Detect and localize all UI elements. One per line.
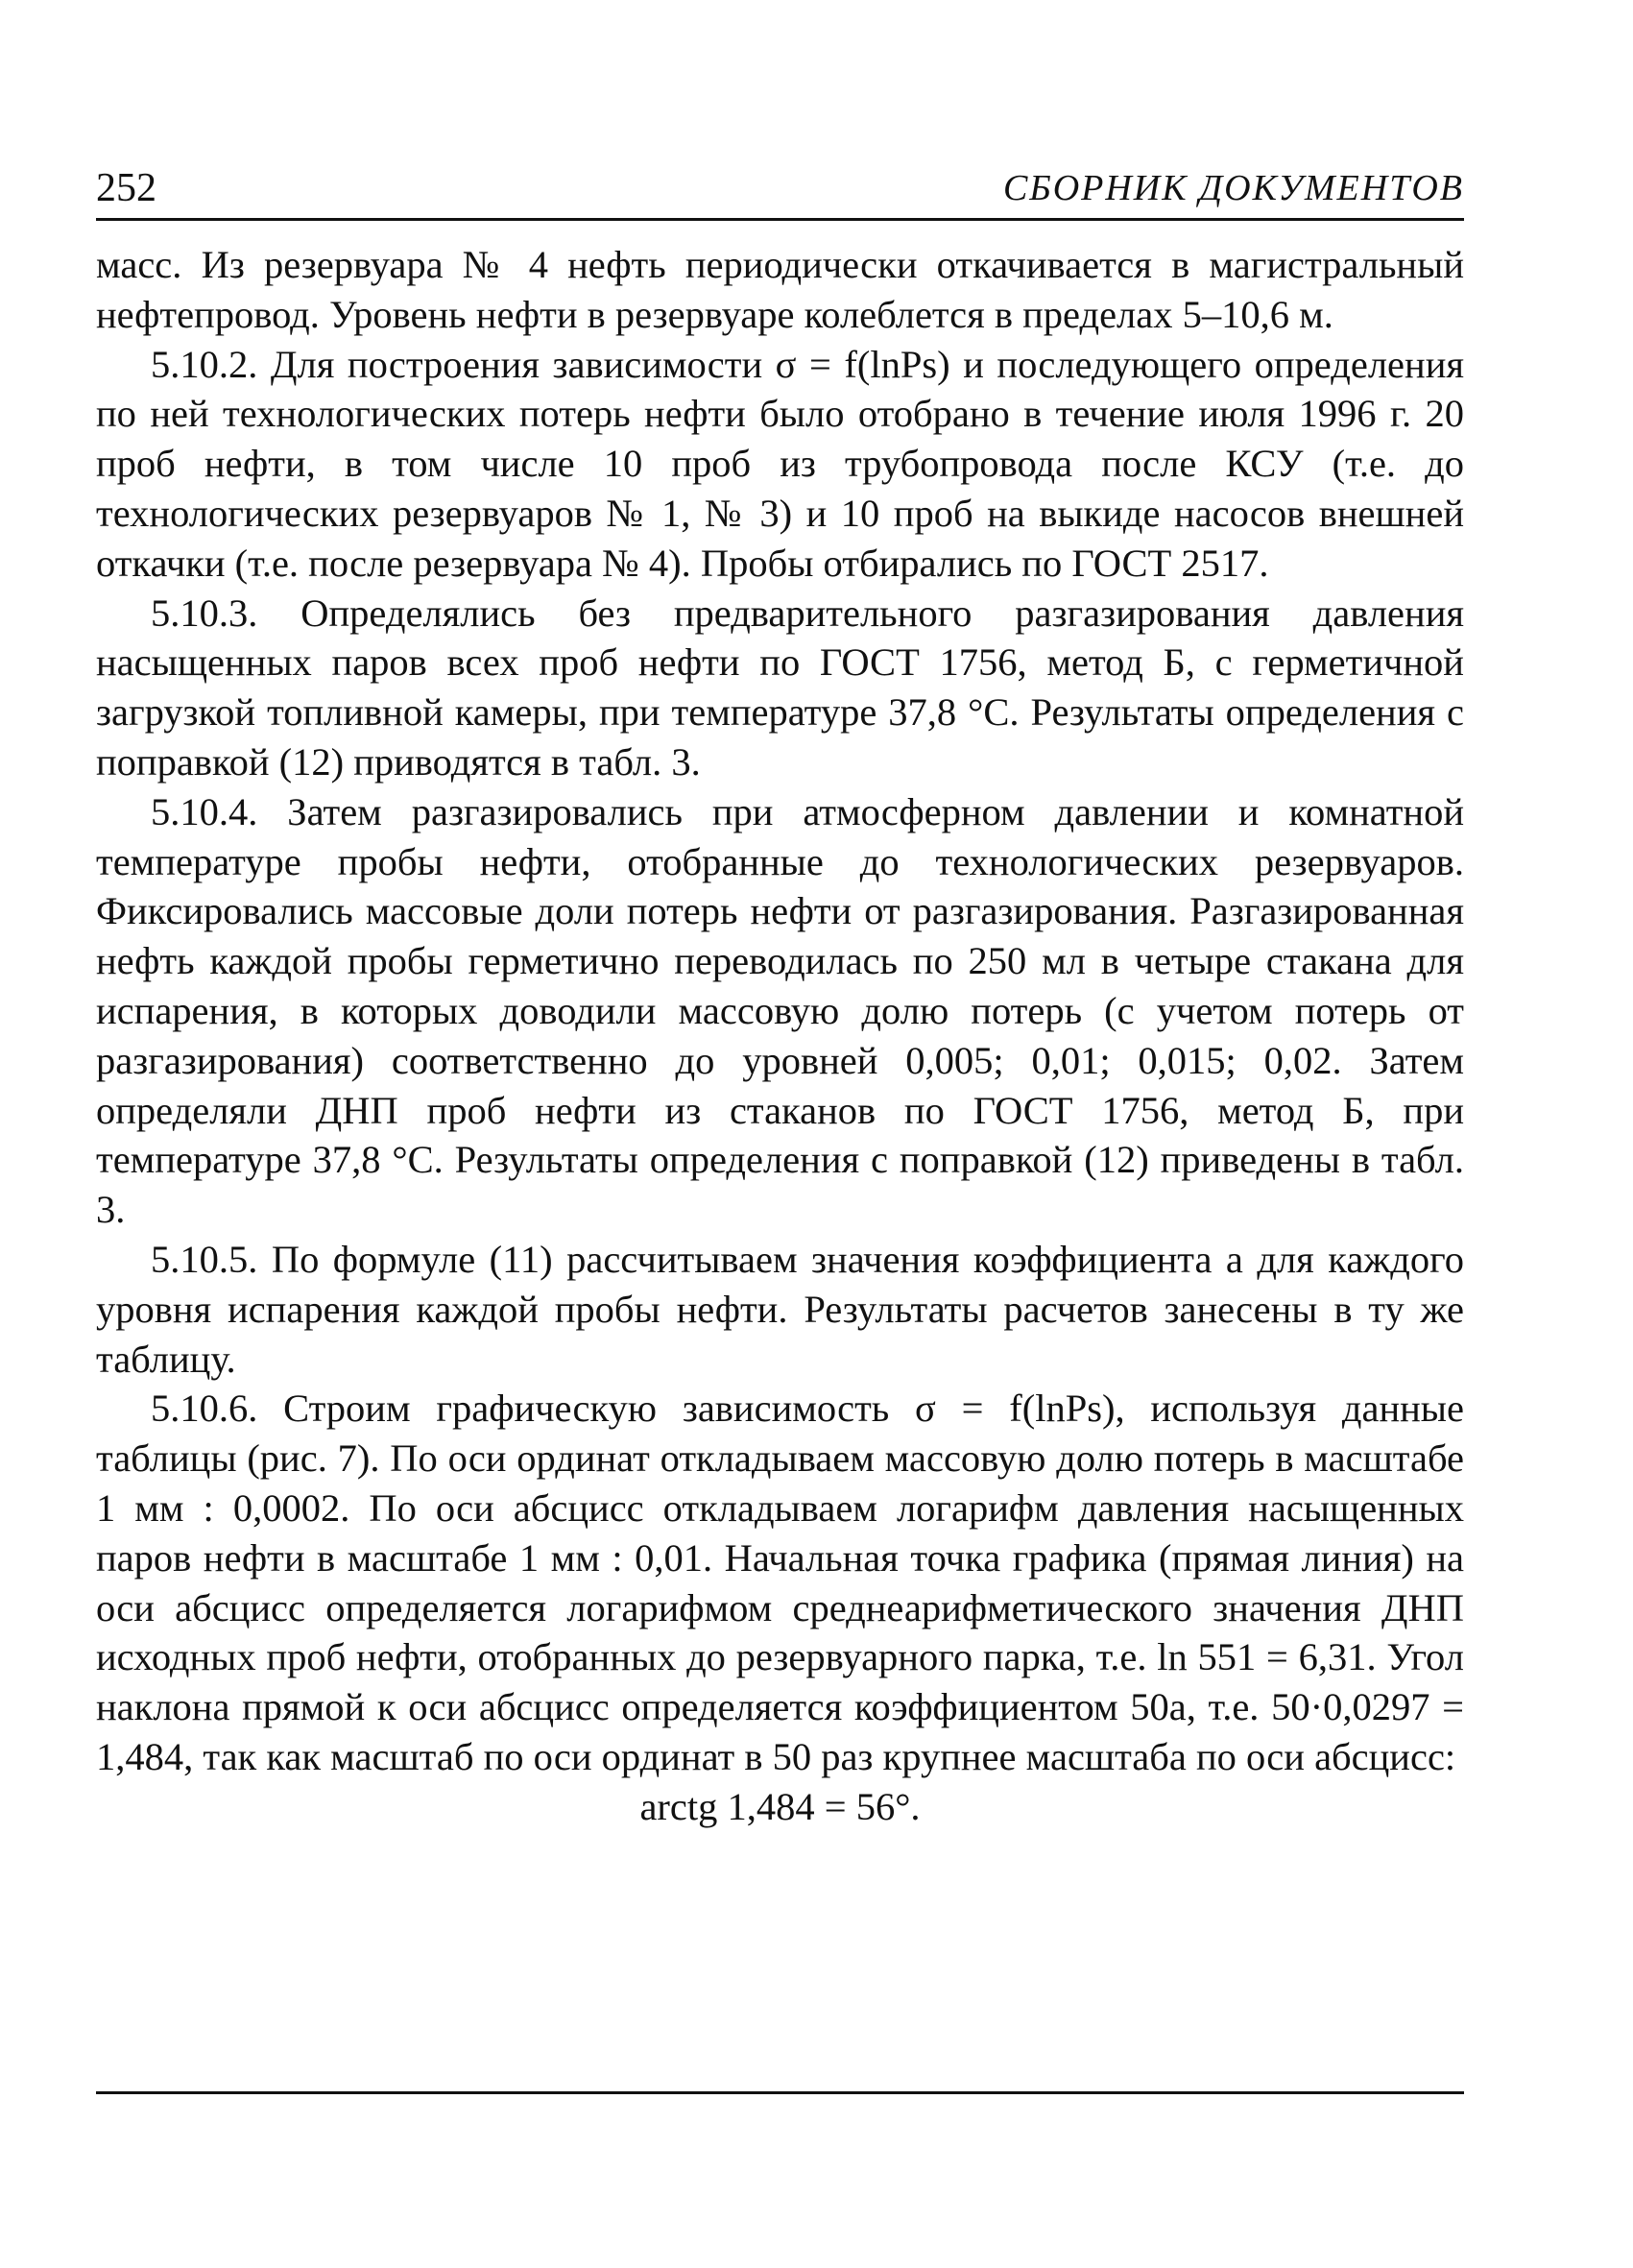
paragraph-5-10-5: 5.10.5. По формуле (11) рассчитываем значения коэффициента a для каждого уровня испарения каждой пробы нефти. Результаты расчетов занесены в ту же таблицу.	[96, 1237, 1464, 1381]
footer-rule	[96, 2091, 1464, 2094]
paragraph-5-10-4: 5.10.4. Затем разгазировались при атмосферном давлении и комнатной температуре пробы нефти, отобранные до технологических резервуаров. Фиксировались массовые доли потерь нефти от разгазирования. Разгазированная нефть каждой пробы герметично переводилась по 250 мл в четыре стакана для испарения, в которых доводили массовую долю потерь (с учетом потерь от разгазирования) соответственно до уровней 0,005; 0,01; 0,015; 0,02. Затем определяли ДНП проб нефти из стаканов по ГОСТ 1756, метод Б, при температуре 37,8 °С. Результаты определения с поправкой (12) приведены в табл. 3.	[96, 789, 1464, 1232]
header-rule	[96, 218, 1464, 221]
page-number: 252	[96, 166, 156, 210]
paragraph-5-10-3: 5.10.3. Определялись без предварительного разгазирования давления насыщенных паров всех проб нефти по ГОСТ 1756, метод Б, с герметичной загрузкой топливной камеры, при температуре 37,8 °С. Результаты определения с поправкой (12) приводятся в табл. 3.	[96, 591, 1464, 784]
body-text	[96, 240, 1464, 1832]
paragraph-5-10-2: 5.10.2. Для построения зависимости σ = f(lnPs) и последующего определения по ней технологических потерь нефти было отобрано в течение июля 1996 г. 20 проб нефти, в том числе 10 проб из трубопровода после КСУ (т.е. до технологических резервуаров № 1, № 3) и 10 проб на выкиде насосов внешней откачки (т.е. после резервуара № 4). Пробы отбирались по ГОСТ 2517.	[96, 342, 1464, 585]
formula-arctg: arctg 1,484 = 56°.	[639, 1784, 921, 1828]
paragraph-continuation: масс. Из резервуара № 4 нефть периодически откачивается в магистральный нефтепровод. Уровень нефти в резервуаре колеблется в пределах 5–10,6 м.	[96, 243, 1464, 336]
paragraph-5-10-6: 5.10.6. Строим графическую зависимость σ = f(lnPs), используя данные таблицы (рис. 7). По оси ординат откладываем массовую долю потерь в масштабе 1 мм : 0,0002. По оси абсцисс откладываем логарифм давления насыщенных паров нефти в масштабе 1 мм : 0,01. Начальная точка графика (прямая линия) на оси абсцисс определяется логарифмом среднеарифметического значения ДНП исходных проб нефти, отобранных до резервуарного парка, т.е. ln 551 = 6,31. Угол наклона прямой к оси абсцисс определяется коэффициентом 50a, т.е. 50·0,0297 = 1,484, так как масштаб по оси ординат в 50 раз крупнее масштаба по оси абсцисс:	[96, 1387, 1464, 1778]
page-header	[96, 161, 1464, 219]
running-title: СБОРНИК ДОКУМЕНТОВ	[1002, 168, 1464, 208]
